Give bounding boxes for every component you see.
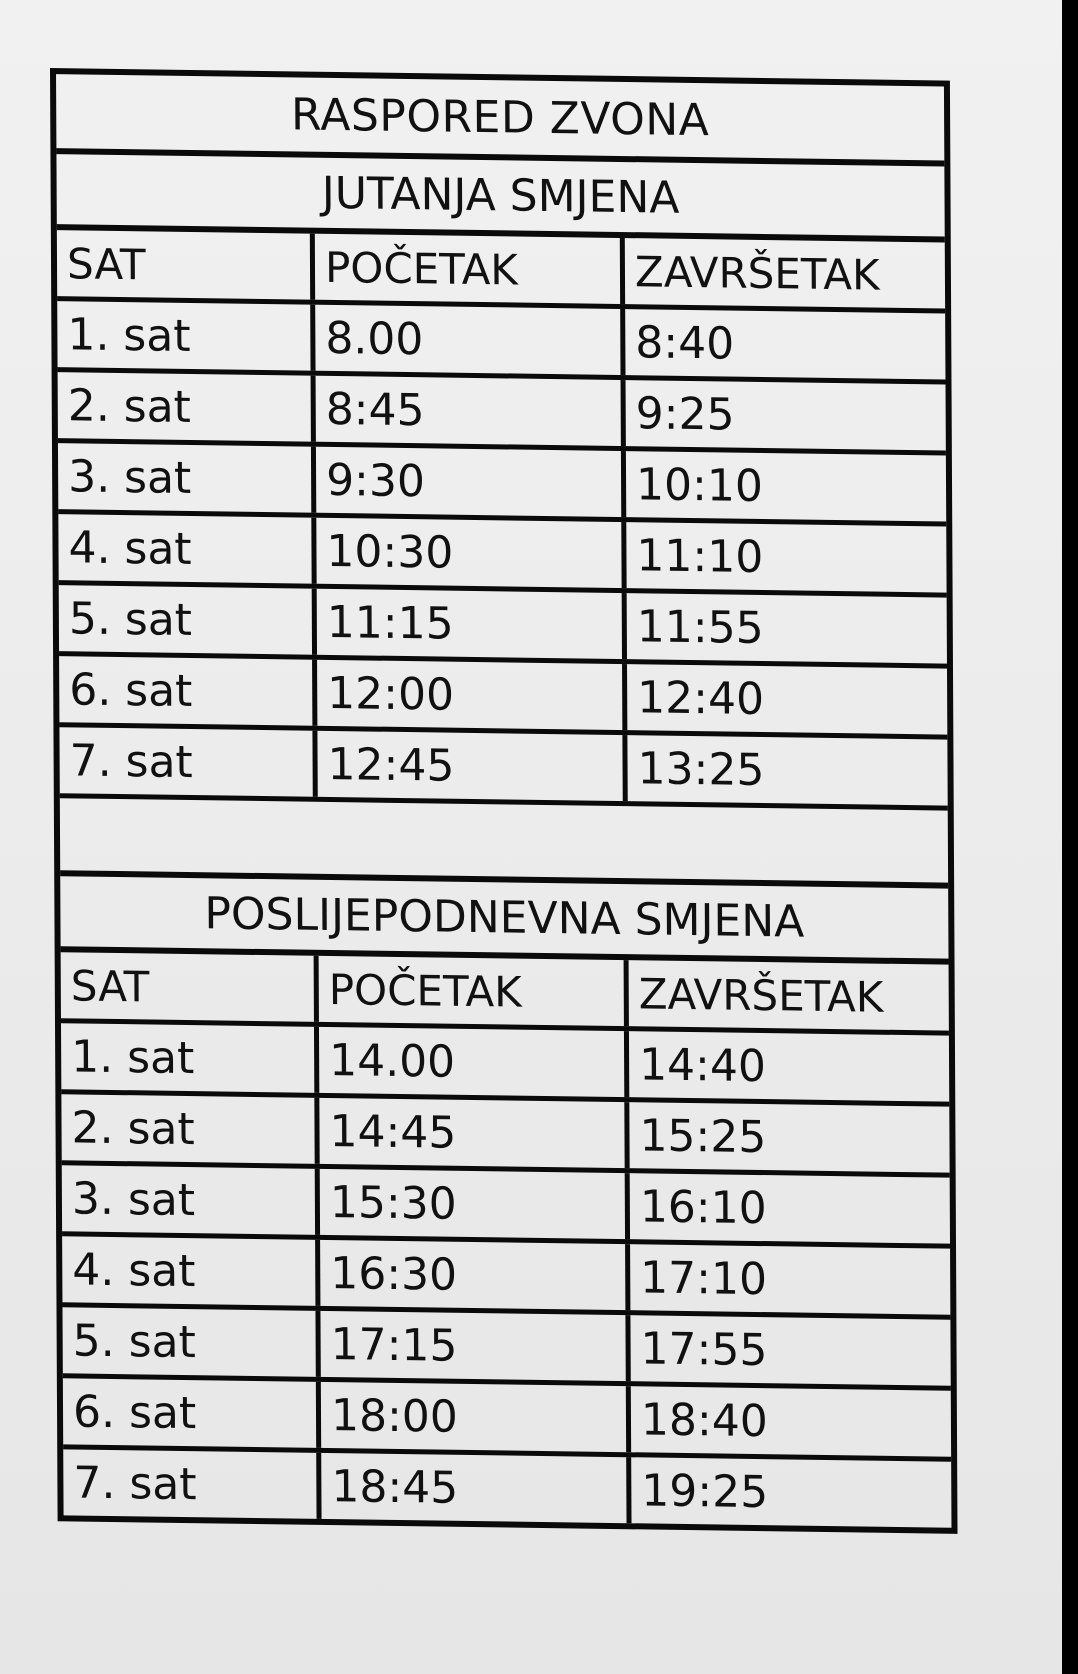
afternoon-shift-heading: POSLIJEPODNEVNA SMJENA	[60, 876, 948, 964]
end-time-cell: 15:25	[639, 1109, 767, 1163]
end-time-cell: 17:55	[640, 1322, 768, 1376]
end-time-cell: 9:25	[635, 387, 735, 441]
end-time-cell: 11:55	[636, 600, 764, 654]
start-time-cell: 9:30	[316, 447, 626, 517]
start-time-cell: 16:30	[320, 1240, 630, 1310]
table-row	[58, 514, 946, 597]
hour-cell: 5. sat	[59, 585, 317, 655]
hour-cell: 7. sat	[59, 727, 317, 797]
end-time-cell: 16:10	[639, 1180, 767, 1234]
column-header-hour: SAT	[61, 952, 319, 1022]
start-time-cell: 12:00	[317, 660, 627, 730]
morning-header-row	[57, 230, 945, 313]
table-row	[59, 727, 947, 810]
bell-schedule-table	[50, 68, 958, 1534]
table-row	[62, 1236, 950, 1319]
start-time-cell: 14:45	[319, 1098, 629, 1168]
column-header-hour: SAT	[57, 230, 315, 300]
hour-cell: 7. sat	[63, 1449, 321, 1519]
hour-cell: 6. sat	[59, 656, 317, 726]
end-time-cell: 19:25	[641, 1464, 769, 1518]
start-time-cell: 15:30	[320, 1169, 630, 1239]
table-row	[62, 1165, 950, 1248]
hour-cell: 4. sat	[62, 1236, 320, 1306]
start-time-cell: 14.00	[319, 1027, 629, 1097]
hour-cell: 2. sat	[61, 1094, 319, 1164]
column-header-end: ZAVRŠETAK	[634, 246, 880, 300]
column-header-end: ZAVRŠETAK	[638, 968, 884, 1022]
end-time-cell: 13:25	[637, 742, 765, 796]
start-time-cell: 18:00	[321, 1382, 631, 1452]
blank-separator-row	[60, 798, 948, 888]
start-time-cell: 10:30	[316, 518, 626, 588]
table-row	[57, 301, 945, 384]
hour-cell: 2. sat	[58, 372, 316, 442]
hour-cell: 5. sat	[62, 1307, 320, 1377]
hour-cell: 1. sat	[57, 301, 315, 371]
schedule-title: RASPORED ZVONA	[56, 74, 944, 166]
start-time-cell: 8.00	[315, 305, 625, 375]
column-header-start: POČETAK	[319, 956, 629, 1026]
column-header-start: POČETAK	[315, 234, 625, 304]
hour-cell: 4. sat	[58, 514, 316, 584]
table-row	[58, 443, 946, 526]
end-time-cell: 10:10	[635, 458, 764, 512]
table-row	[58, 372, 946, 455]
end-time-cell: 14:40	[638, 1038, 767, 1092]
hour-cell: 1. sat	[61, 1023, 319, 1093]
table-row	[61, 1023, 949, 1106]
morning-shift-heading: JUTANJA SMJENA	[56, 154, 944, 242]
end-time-cell: 11:10	[636, 529, 764, 583]
table-row	[62, 1307, 950, 1390]
start-time-cell: 18:45	[321, 1453, 631, 1523]
table-row	[63, 1378, 951, 1461]
end-time-cell: 18:40	[640, 1393, 768, 1447]
start-time-cell: 11:15	[317, 589, 627, 659]
hour-cell: 6. sat	[63, 1378, 321, 1448]
start-time-cell: 12:45	[317, 731, 627, 801]
end-time-cell: 12:40	[637, 671, 765, 725]
table-row	[63, 1449, 951, 1527]
afternoon-header-row	[61, 952, 949, 1035]
table-row	[59, 656, 947, 739]
table-row	[61, 1094, 949, 1177]
hour-cell: 3. sat	[62, 1165, 320, 1235]
end-time-cell: 8:40	[635, 316, 735, 370]
hour-cell: 3. sat	[58, 443, 316, 513]
end-time-cell: 17:10	[640, 1251, 768, 1305]
start-time-cell: 8:45	[316, 376, 626, 446]
start-time-cell: 17:15	[320, 1311, 630, 1381]
table-row	[59, 585, 947, 668]
